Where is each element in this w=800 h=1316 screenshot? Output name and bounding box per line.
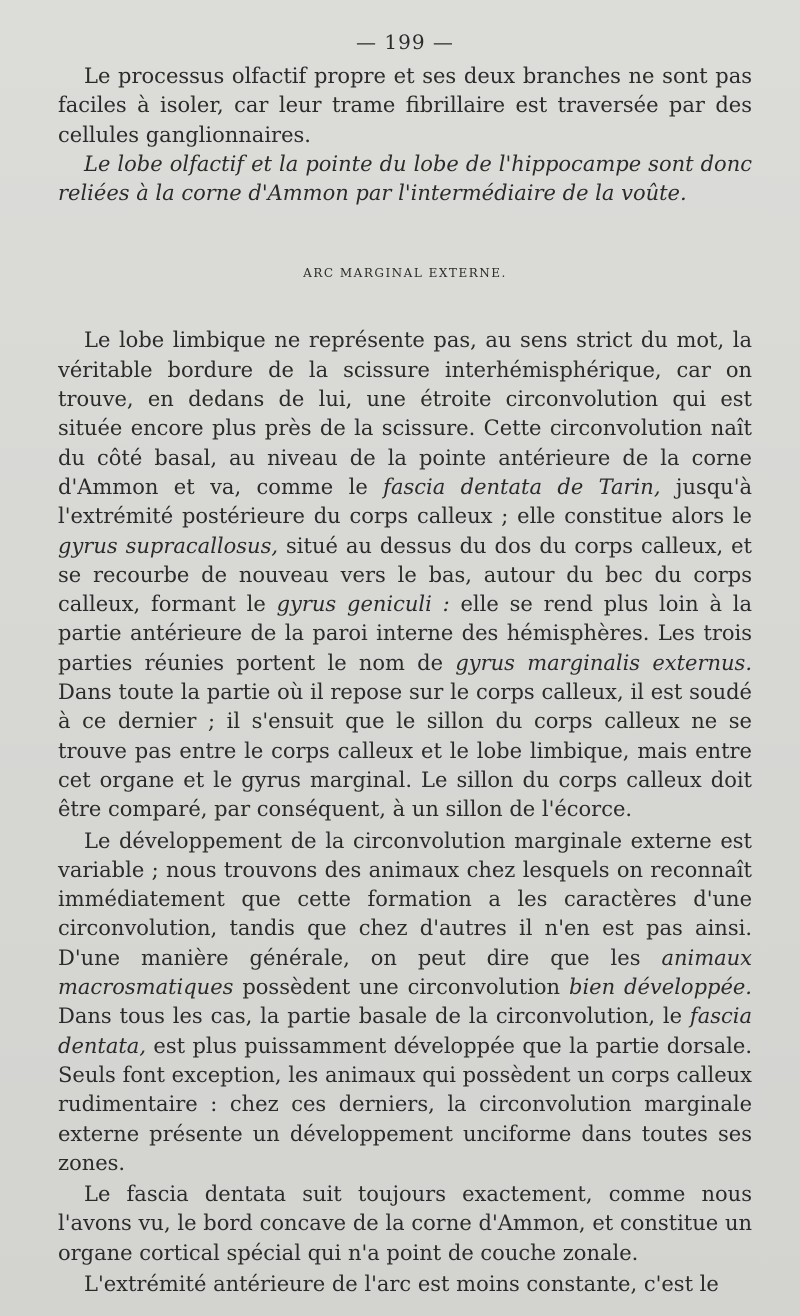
section-title: ARC MARGINAL EXTERNE.: [303, 266, 507, 281]
italic-term: gyrus geniculi :: [276, 592, 450, 617]
text-run: est plus puissamment développée que la partie dorsale. Seuls font exception, les animaux qui possèdent un corps calleux rudimentaire : chez ces derniers, la circonvolution marginale externe présente un développement unciforme dans toutes ses zones.: [58, 1033, 752, 1175]
body-paragraph-3: Le fascia dentata suit toujours exactement, comme nous l'avons vu, le bord concave de la corne d'Ammon, et constitue un organe cortical spécial qui n'a point de couche zonale.: [58, 1182, 752, 1265]
text-run: Le lobe limbique ne représente pas, au sens strict du mot, la véritable bordure de la scissure interhémisphérique, car on trouve, en dedans de lui, une étroite circonvolution qui est située encore plus près de la scissure. Cette circonvolution naît du côté basal, au niveau de la pointe antérieure de la corne d'Ammon et va, comme le: [58, 328, 752, 499]
text-run: Dans tous les cas, la partie basale de la circonvolution, le: [58, 1004, 690, 1029]
text-run: Dans toute la partie où il repose sur le corps calleux, il est soudé à ce dernier ; il s'ensuit que le sillon du corps calleux ne se trouve pas entre le corps calleux et le lobe limbique, mais entre cet organe et le gyrus marginal. Le sillon du corps calleux doit être comparé, par conséquent, à un sillon de l'écorce.: [58, 680, 752, 822]
text-run: elle se rend plus loin à la partie antérieure de la paroi interne des hémisphères. Les trois parties réunies portent le nom de: [58, 592, 752, 675]
italic-term: fascia dentata de Tarin,: [383, 474, 661, 499]
body-paragraph-2: [58, 827, 752, 1179]
body-paragraph-4: L'extrémité antérieure de l'arc est moins constante, c'est le: [84, 1271, 719, 1296]
text-run: possèdent une circonvolution: [233, 975, 570, 1000]
text-run: Le développement de la circonvolution marginale externe est variable ; nous trouvons des animaux chez lesquels on reconnaît immédiatement que cette formation a les caractères d'une circonvolution, tandis que chez d'autres il n'en est pas ainsi. D'une manière générale, on peut dire que les: [58, 828, 752, 970]
intro-paragraph: Le processus olfactif propre et ses deux branches ne sont pas faciles à isoler, car leur trame fibrillaire est traversée par des cellules ganglionnaires.: [58, 64, 752, 147]
italic-term: fascia dentata,: [58, 1004, 752, 1058]
page-number: — 199 —: [356, 30, 454, 54]
intro-italic-text: Le lobe olfactif et la pointe du lobe de l'hippocampe sont donc reliées à la corne d'Ammon par l'intermédiaire de la voûte.: [58, 151, 752, 206]
text-run: situé au dessus du dos du corps calleux, et se recourbe de nouveau vers le bas, autour du bec du corps calleux, formant le: [58, 533, 752, 617]
intro-italic-paragraph: [58, 150, 752, 209]
body-paragraph-1: [58, 326, 752, 824]
italic-term: gyrus supracallosus,: [58, 533, 279, 558]
italic-term: bien développée.: [569, 975, 752, 1000]
italic-term: animaux macrosmatiques: [58, 945, 752, 1000]
text-run: jusqu'à l'extrémité postérieure du corps calleux ; elle constitue alors le: [58, 474, 753, 529]
italic-term: gyrus marginalis externus.: [455, 650, 753, 675]
